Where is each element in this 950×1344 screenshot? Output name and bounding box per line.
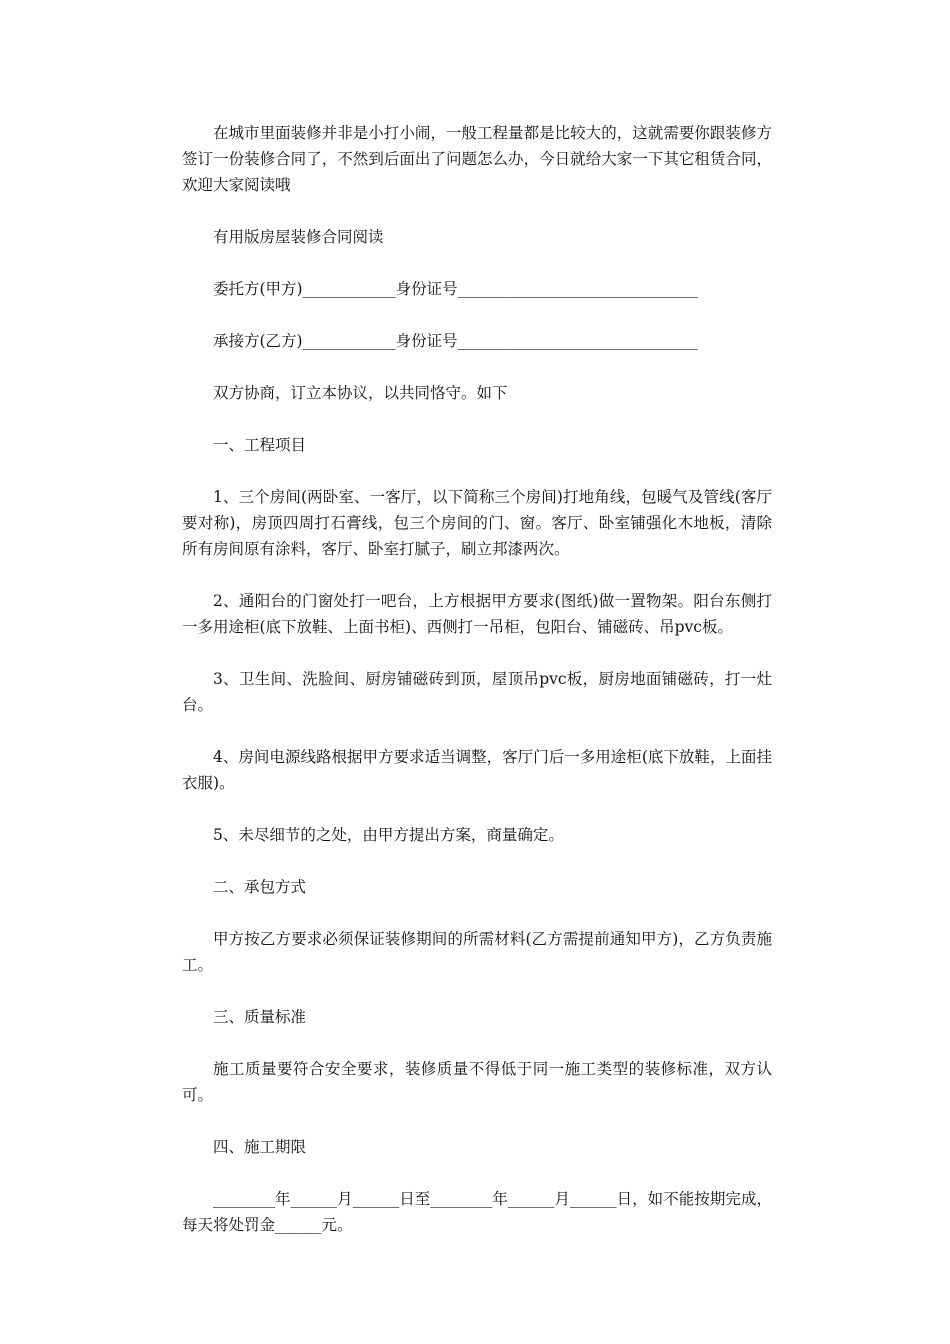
agreement-preamble: 双方协商，订立本协议，以共同恪守。如下 [213,384,508,402]
intro-paragraph: 在城市里面装修并非是小打小闹，一般工程量都是比较大的，这就需要你跟装修方签订一份装修合同了，不然到后面出了问题怎么办，今日就给大家一下其它租赁合同，欢迎大家阅读哦 [182,124,772,194]
project-item-2: 2、通阳台的门窗处打一吧台，上方根据甲方要求(图纸)做一置物架。阳台东侧打一多用途柜(底下放鞋、上面书柜)、西侧打一吊柜，包阳台、铺磁砖、吊pvc板。 [182,592,772,636]
project-item-5: 5、未尽细节的之处，由甲方提出方案，商量确定。 [213,826,564,844]
section-heading-quality: 三、质量标准 [213,1008,307,1026]
project-item-3: 3、卫生间、洗脸间、厨房铺磁砖到顶，屋顶吊pvc板，厨房地面铺磁砖，打一灶台。 [182,670,772,714]
project-item-4: 4、房间电源线路根据甲方要求适当调整，客厅门后一多用途柜(底下放鞋，上面挂衣服)。 [182,748,772,792]
project-item-1: 1、三个房间(两卧室、一客厅，以下简称三个房间)打地角线，包暖气及管线(客厅要对称)，房顶四周打石膏线，包三个房间的门、窗。客厅、卧室铺强化木地板，清除所有房间原有涂料，客厅、卧室打腻子，刷立邦漆两次。 [182,488,772,558]
document-title: 有用版房屋装修合同阅读 [213,228,384,246]
period-text: ________年______月______日至________年______月______日，如不能按期完成，每天将处罚金______元。 [182,1190,772,1234]
section-heading-contract-method: 二、承包方式 [213,878,307,896]
document-page [182,120,772,1264]
section-heading-period: 四、施工期限 [213,1138,307,1156]
quality-text: 施工质量要符合安全要求，装修质量不得低于同一施工类型的装修标准，双方认可。 [182,1060,772,1104]
section-heading-project: 一、工程项目 [213,436,307,454]
party-a-line: 委托方(甲方)____________身份证号_______________________________ [213,280,698,298]
party-b-line: 承接方(乙方)____________身份证号_______________________________ [213,332,698,350]
contract-method-text: 甲方按乙方要求必须保证装修期间的所需材料(乙方需提前通知甲方)，乙方负责施工。 [182,930,772,974]
